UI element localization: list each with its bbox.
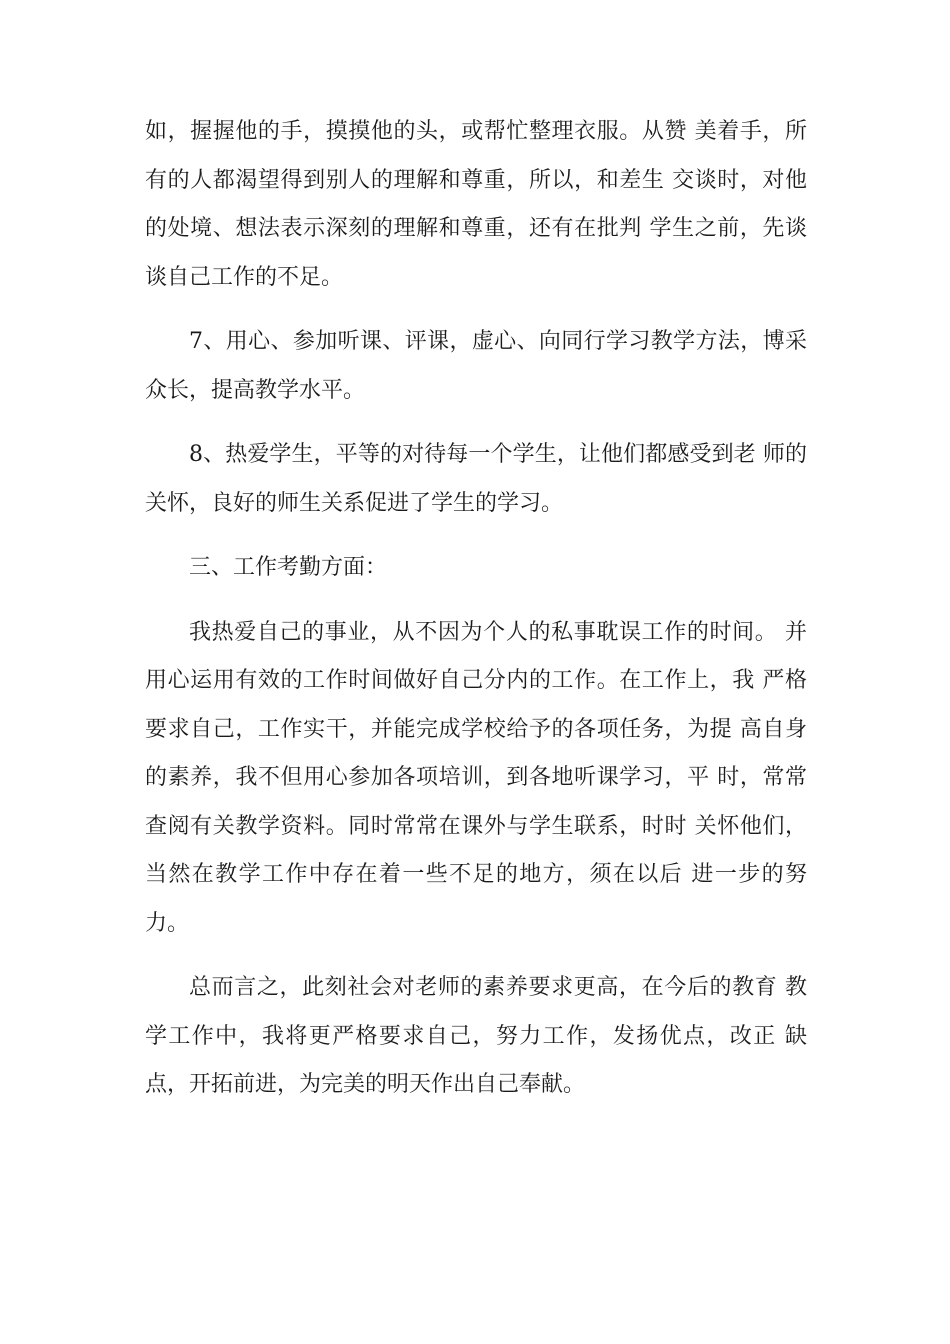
paragraph-conclusion: 总而言之，此刻社会对老师的素养要求更高，在今后的教育 教学工作中，我将更严格要求自己，努力工作，发扬优点，改正 缺点，开拓前进，为完美的明天作出自己奉献。 xyxy=(145,975,807,1097)
paragraph-attendance-body: 我热爱自己的事业，从不因为个人的私事耽误工作的时间。 并用心运用有效的工作时间做好自己分内的工作。在工作上，我 严格要求自己，工作实干，并能完成学校给予的各项任务，为提 高自身的素养，我不但用心参加各项培训，到各地听课学习，平 时，常常查阅有关教学资料。同时常常在课外与学生联系，时时 关怀他们，当然在教学工作中存在着一些不足的地方，须在以后 进一步的努力。 xyxy=(145,619,807,936)
document-page xyxy=(145,108,807,1110)
paragraph-item-7: 7、用心、参加听课、评课，虚心、向同行学习教学方法，博采众长，提高教学水平。 xyxy=(145,329,807,403)
paragraph-item-8: 8、热爱学生，平等的对待每一个学生，让他们都感受到老 师的关怀，良好的师生关系促进了学生的学习。 xyxy=(145,442,807,516)
section-heading-attendance: 三、工作考勤方面： xyxy=(189,555,388,580)
paragraph-continuation: 如，握握他的手，摸摸他的头，或帮忙整理衣服。从赞 美着手，所有的人都渴望得到别人的理解和尊重，所以，和差生 交谈时，对他的处境、想法表示深刻的理解和尊重，还有在批判 学生之前，先谈谈自己工作的不足。 xyxy=(145,119,807,290)
